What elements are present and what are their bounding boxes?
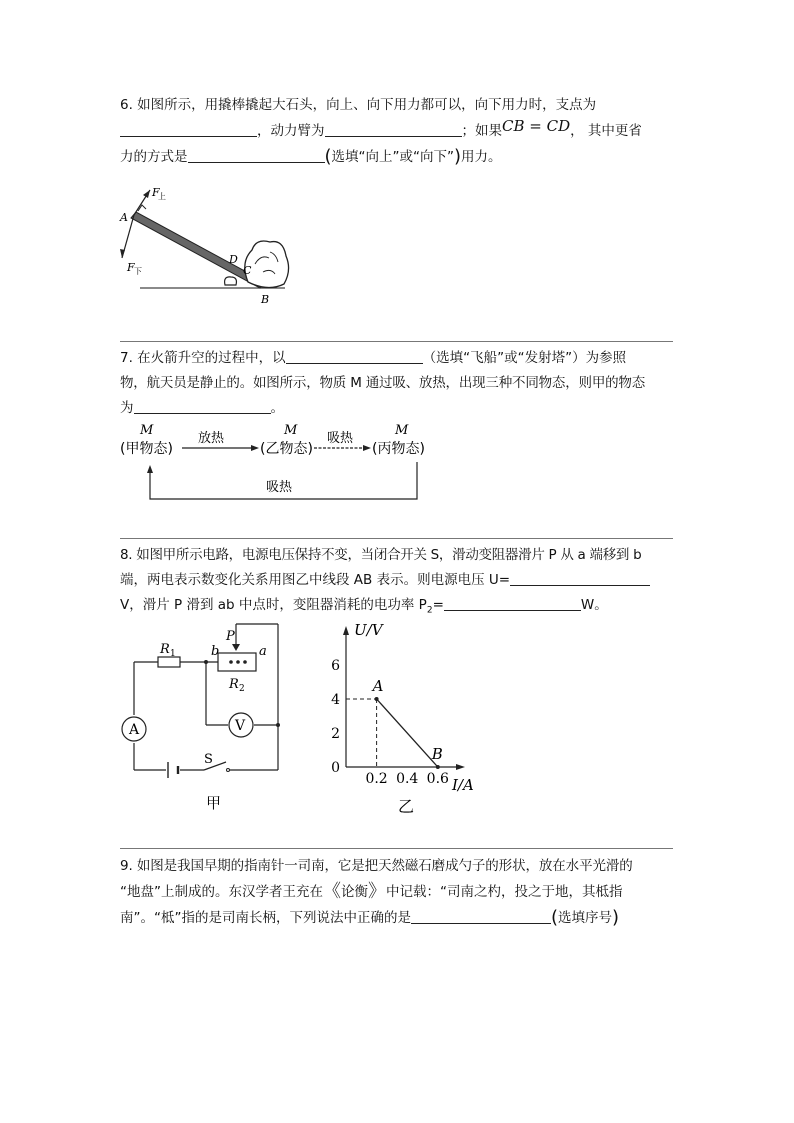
svg-text:A: A (129, 722, 140, 738)
point-a-label: A (372, 677, 384, 695)
label-r1: R (160, 642, 170, 657)
point-b (436, 765, 440, 769)
svg-text:M: M (395, 423, 409, 438)
caption-jia: 甲 (206, 794, 222, 812)
q9-blank-answer[interactable] (411, 908, 551, 924)
q8-line1: 8. 如图甲所示电路，电源电压保持不变，当闭合开关 S，滑动变阻器滑片 P 从 a 端移到 b (120, 547, 642, 563)
q6-blank-fulcrum[interactable] (120, 121, 257, 137)
state-2: (乙物态) (260, 441, 313, 457)
q8-circuit-figure (118, 618, 293, 818)
q6-line2: ，动力臂为 ；如果CB = CD， 其中更省 (120, 118, 680, 144)
x-tick-label: 0.6 (426, 771, 449, 787)
q9-line3: 南”。“柢”指的是司南长柄，下列说法中正确的是 (选填序号) (120, 907, 620, 928)
y-tick-label: 4 (331, 692, 340, 708)
x-tick-label: 0.2 (365, 771, 388, 787)
q6-formula: CB = CD (502, 117, 571, 135)
svg-text:上: 上 (158, 192, 166, 201)
caption-yi: 乙 (398, 797, 415, 816)
x-axis-label: I/A (452, 776, 474, 794)
label-absorb-heat-1: 吸热 (327, 431, 354, 446)
q6-blank-direction[interactable] (188, 147, 325, 163)
state-1: (甲物态) (120, 441, 173, 457)
label-r2: R (229, 677, 239, 692)
label-b: B (261, 293, 270, 306)
label-release-heat: 放热 (198, 431, 225, 446)
q7-blank-reference[interactable] (286, 348, 423, 364)
x-tick-label: 0.4 (396, 771, 419, 787)
point-a (375, 697, 379, 701)
q7-line2: 物，航天员是静止的。如图所示，物质 M 通过吸、放热，出现三种不同物态，则甲的物态 (120, 375, 646, 391)
q6-line1: 6. 如图所示，用撬棒撬起大石头，向上、向下用力都可以，向下用力时，支点为 (120, 97, 597, 113)
y-tick-label: 2 (331, 726, 340, 742)
label-c: C (243, 264, 252, 277)
state-3: (丙物态) (372, 441, 425, 457)
resistor-r1 (158, 657, 180, 667)
svg-text:M: M (140, 423, 154, 438)
svg-text:1: 1 (170, 649, 176, 659)
label-b-end: b (211, 644, 220, 659)
label-absorb-heat-2: 吸热 (266, 480, 293, 495)
question-7 (120, 346, 680, 421)
q9-line1: 9. 如图是我国早期的指南针一司南，它是把天然磁石磨成勺子的形状，放在水平光滑的 (120, 858, 633, 874)
q8-line2: 端，两电表示数变化关系用图乙中线段 AB 表示。则电源电压 U= (120, 568, 680, 593)
q7-blank-state[interactable] (134, 398, 271, 414)
question-6 (120, 93, 680, 170)
q8-line3: V，滑片 P 滑到 ab 中点时，变阻器消耗的电功率 $P_2= W$。 (120, 597, 608, 616)
q8-blank-power[interactable] (444, 595, 581, 611)
fulcrum-stone (225, 277, 237, 285)
q7-line3: 为 。 (120, 400, 284, 416)
label-a-end: a (259, 644, 267, 659)
y-tick-label: 0 (331, 760, 340, 776)
svg-text:M: M (284, 423, 298, 438)
q6-lever-figure (115, 182, 295, 310)
y-axis-label: U/V (354, 621, 383, 639)
label-f-down: F (127, 261, 135, 274)
q7-state-figure (118, 420, 453, 505)
divider-3 (120, 848, 673, 849)
q8-graph (326, 610, 496, 825)
y-tick-label: 6 (331, 658, 340, 674)
q7-line1: 7. 在火箭升空的过程中，以 （选填“飞船”或“发射塔”）为参照 (120, 350, 627, 366)
label-d: D (229, 253, 238, 266)
q8-blank-voltage[interactable] (510, 570, 650, 586)
label-p: P (226, 629, 235, 644)
label-switch: S (204, 752, 213, 767)
svg-text:V: V (235, 718, 246, 734)
svg-text:2: 2 (239, 684, 245, 694)
svg-text:下: 下 (134, 267, 142, 276)
q6-blank-arm[interactable] (325, 121, 462, 137)
point-b-label: B (431, 745, 443, 763)
divider-1 (120, 341, 673, 342)
question-9 (120, 854, 680, 931)
divider-2 (120, 538, 673, 539)
segment-ab (377, 699, 438, 767)
label-f-up: F (152, 186, 160, 199)
q9-line2: “地盘”上制成的。东汉学者王充在《论衡》中记载：“司南之杓，投之于地，其柢指 (120, 881, 623, 902)
label-a: A (120, 211, 128, 224)
q6-line3: 力的方式是 (选填“向上”或“向下”)用力。 (120, 146, 502, 167)
